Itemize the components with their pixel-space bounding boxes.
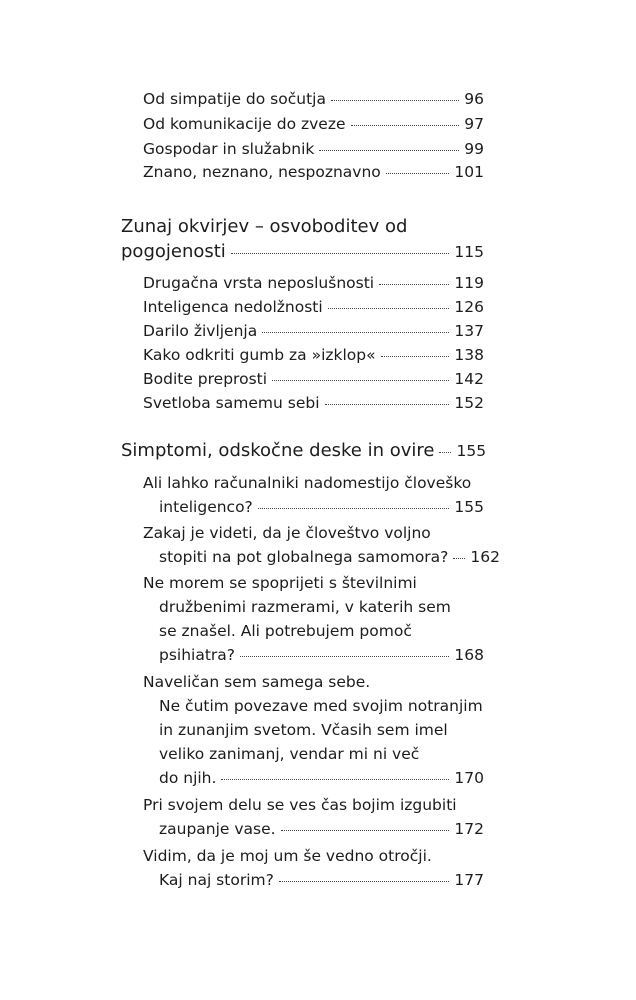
section-heading-entry[interactable] [121, 241, 484, 262]
toc-question-line: se znašel. Ali potrebujem pomoč [159, 622, 412, 640]
toc-entry[interactable] [143, 394, 484, 412]
dot-leader [439, 452, 451, 453]
toc-entry[interactable] [143, 140, 484, 158]
toc-entry[interactable] [159, 646, 484, 664]
toc-entry[interactable] [159, 871, 484, 889]
toc-entry[interactable] [143, 370, 484, 388]
toc-entry-title: Svetloba samemu sebi [143, 394, 320, 412]
toc-entry-page: 97 [464, 115, 484, 133]
toc-entry-page: 101 [454, 163, 484, 181]
toc-entry-page: 162 [470, 548, 500, 566]
toc-question-line: Zakaj je videti, da je človeštvo voljno [143, 524, 431, 542]
toc-entry-page: 137 [454, 322, 484, 340]
toc-entry-title: do njih. [159, 769, 217, 787]
dot-leader [279, 881, 450, 882]
toc-entry-title: Od simpatije do sočutja [143, 90, 326, 108]
toc-entry[interactable] [159, 820, 484, 838]
toc-entry-title: zaupanje vase. [159, 820, 276, 838]
toc-entry-page: 142 [454, 370, 484, 388]
toc-question-line: Ali lahko računalniki nadomestijo človeško [143, 474, 472, 492]
section-heading-page: 155 [456, 442, 487, 460]
toc-entry-page: 126 [454, 298, 484, 316]
toc-entry-title: stopiti na pot globalnega samomora? [159, 548, 449, 566]
toc-entry-page: 168 [454, 646, 484, 664]
toc-question-line: veliko zanimanj, vendar mi ni več [159, 745, 420, 763]
toc-entry-title: Od komunikacije do zveze [143, 115, 346, 133]
dot-leader [221, 779, 449, 780]
section-heading-entry[interactable] [121, 440, 487, 461]
toc-entry[interactable] [143, 298, 484, 316]
toc-entry-title: psihiatra? [159, 646, 236, 664]
toc-entry-title: Bodite preprosti [143, 370, 268, 388]
toc-question-line: družbenimi razmerami, v katerih sem [159, 598, 451, 616]
toc-entry-page: 138 [454, 346, 484, 364]
toc-entry-title: Drugačna vrsta neposlušnosti [143, 274, 375, 292]
toc-question-line: Ne morem se spoprijeti s številnimi [143, 574, 417, 592]
toc-entry-page: 119 [454, 274, 484, 292]
toc-question-line: Naveličan sem samega sebe. [143, 673, 371, 691]
dot-leader [325, 404, 450, 405]
toc-entry[interactable] [159, 548, 500, 566]
toc-entry[interactable] [143, 346, 484, 364]
toc-entry-page: 177 [454, 871, 484, 889]
toc-question-line: in zunanjim svetom. Včasih sem imel [159, 721, 448, 739]
toc-entry-page: 155 [454, 498, 484, 516]
toc-question-line: Pri svojem delu se ves čas bojim izgubiti [143, 796, 457, 814]
section-heading-title: pogojenosti [121, 241, 226, 262]
dot-leader [379, 284, 449, 285]
section-heading: Zunaj okvirjev – osvoboditev od [121, 216, 408, 237]
toc-entry-page: 172 [454, 820, 484, 838]
toc-entry-page: 96 [464, 90, 484, 108]
toc-entry[interactable] [143, 274, 484, 292]
toc-entry-page: 170 [454, 769, 484, 787]
toc-entry[interactable] [143, 115, 484, 133]
toc-entry[interactable] [159, 769, 484, 787]
dot-leader [240, 656, 449, 657]
toc-entry-title: inteligenco? [159, 498, 253, 516]
dot-leader [272, 380, 449, 381]
toc-entry[interactable] [143, 90, 484, 108]
dot-leader [453, 558, 465, 559]
section-heading-title: Simptomi, odskočne deske in ovire [121, 440, 435, 461]
toc-entry-title: Darilo življenja [143, 322, 258, 340]
toc-question-line: Ne čutim povezave med svojim notranjim [159, 697, 483, 715]
dot-leader [262, 332, 449, 333]
dot-leader [328, 308, 450, 309]
toc-question-line: Vidim, da je moj um še vedno otročji. [143, 847, 432, 865]
dot-leader [319, 150, 459, 151]
toc-entry-title: Inteligenca nedolžnosti [143, 298, 323, 316]
toc-entry[interactable] [143, 163, 484, 181]
section-heading-page: 115 [454, 243, 484, 261]
toc-entry-title: Znano, neznano, nespoznavno [143, 163, 381, 181]
dot-leader [258, 508, 450, 509]
toc-entry-title: Gospodar in služabnik [143, 140, 315, 158]
toc-entry-title: Kako odkriti gumb za »izklop« [143, 346, 376, 364]
toc-entry[interactable] [159, 498, 484, 516]
dot-leader [331, 100, 459, 101]
dot-leader [231, 253, 450, 254]
dot-leader [351, 125, 460, 126]
toc-entry-page: 99 [464, 140, 484, 158]
toc-entry-page: 152 [454, 394, 484, 412]
toc-entry-title: Kaj naj storim? [159, 871, 274, 889]
dot-leader [381, 356, 450, 357]
dot-leader [386, 173, 450, 174]
toc-entry[interactable] [143, 322, 484, 340]
dot-leader [281, 830, 450, 831]
